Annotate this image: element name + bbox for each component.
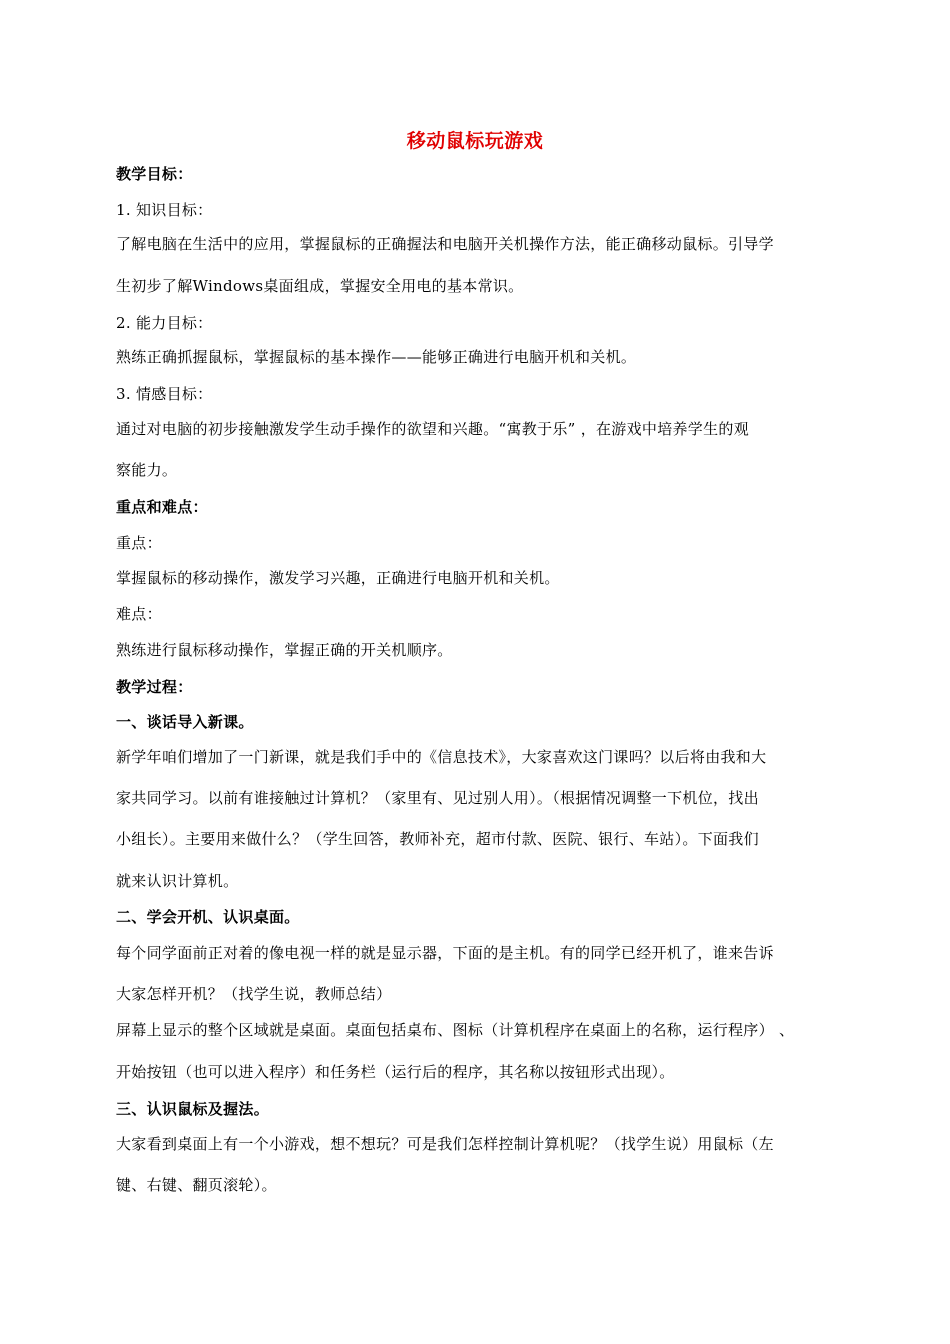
section-2-text-line-2: 大家怎样开机？（找学生说，教师总结） bbox=[116, 985, 392, 1003]
section-2-heading: 二、学会开机、认识桌面。 bbox=[116, 908, 300, 926]
section-2-text-line-4: 开始按钮（也可以进入程序）和任务栏（运行后的程序，其名称以按钮形式出现）。 bbox=[116, 1063, 675, 1081]
section-1-text-line-1: 新学年咱们增加了一门新课，就是我们手中的《信息技术》，大家喜欢这门课吗？以后将由我和大 bbox=[116, 748, 767, 766]
section-1-text-line-2: 家共同学习。以前有谁接触过计算机？（家里有、见过别人用）。（根据情况调整一下机位，找出 bbox=[116, 789, 759, 807]
heading-key-difficult: 重点和难点： bbox=[116, 498, 208, 516]
section-1-text-line-3: 小组长）。主要用来做什么？（学生回答，教师补充，超市付款、医院、银行、车站）。下面我们 bbox=[116, 830, 759, 848]
goal-knowledge-label: 1. 知识目标： bbox=[116, 201, 213, 219]
section-1-heading: 一、谈话导入新课。 bbox=[116, 713, 254, 731]
section-3-heading: 三、认识鼠标及握法。 bbox=[116, 1100, 270, 1118]
difficult-point-text: 熟练进行鼠标移动操作，掌握正确的开关机顺序。 bbox=[116, 641, 453, 659]
key-point-label: 重点： bbox=[116, 534, 162, 552]
heading-teaching-process: 教学过程： bbox=[116, 678, 193, 696]
goal-knowledge-text-line-1: 了解电脑在生活中的应用，掌握鼠标的正确握法和电脑开关机操作方法，能正确移动鼠标。引导学 bbox=[116, 235, 774, 253]
section-3-text-line-1: 大家看到桌面上有一个小游戏，想不想玩？可是我们怎样控制计算机呢？（找学生说）用鼠标（左 bbox=[116, 1135, 774, 1153]
difficult-point-label: 难点： bbox=[116, 605, 162, 623]
goal-ability-label: 2. 能力目标： bbox=[116, 314, 213, 332]
goal-emotion-text-line-2: 察能力。 bbox=[116, 461, 178, 479]
section-1-text-line-4: 就来认识计算机。 bbox=[116, 872, 239, 890]
goal-knowledge-text-line-2: 生初步了解Windows桌面组成，掌握安全用电的基本常识。 bbox=[116, 277, 524, 295]
section-2-text-line-1: 每个同学面前正对着的像电视一样的就是显示器，下面的是主机。有的同学已经开机了，谁来告诉 bbox=[116, 944, 774, 962]
document-title: 移动鼠标玩游戏 bbox=[406, 130, 544, 152]
goal-emotion-label: 3. 情感目标： bbox=[116, 385, 213, 403]
heading-teaching-goals: 教学目标： bbox=[116, 165, 193, 183]
key-point-text: 掌握鼠标的移动操作，激发学习兴趣，正确进行电脑开机和关机。 bbox=[116, 569, 560, 587]
section-3-text-line-2: 键、右键、翻页滚轮）。 bbox=[116, 1176, 277, 1194]
section-2-text-line-3: 屏幕上显示的整个区域就是桌面。桌面包括桌布、图标（计算机程序在桌面上的名称，运行程序） 、 bbox=[116, 1021, 795, 1039]
goal-ability-text: 熟练正确抓握鼠标，掌握鼠标的基本操作——能够正确进行电脑开机和关机。 bbox=[116, 348, 637, 366]
goal-emotion-text-line-1: 通过对电脑的初步接触激发学生动手操作的欲望和兴趣。“寓教于乐” ，在游戏中培养学生的观 bbox=[116, 420, 750, 438]
